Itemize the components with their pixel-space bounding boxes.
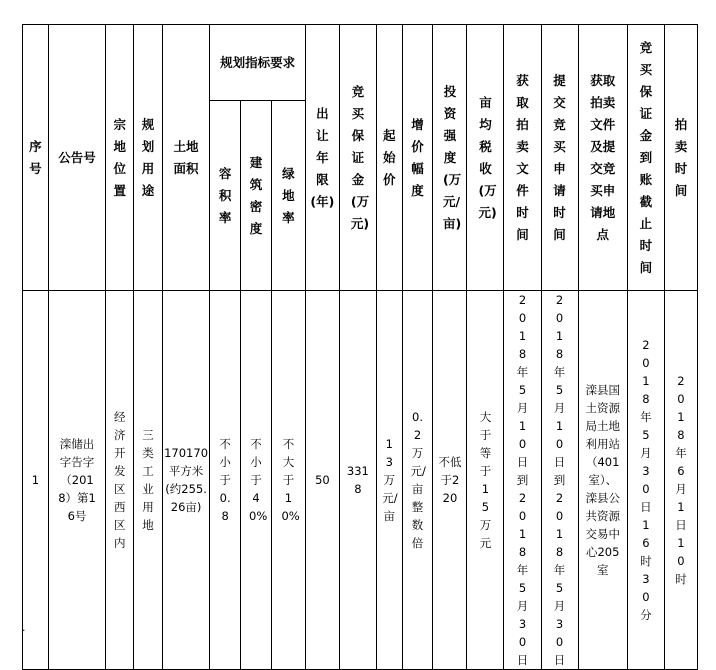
header-apply-time: 提交竞买申请时间 <box>541 25 578 291</box>
cell-building-density: 不小于40% <box>241 291 272 670</box>
cell-green-rate: 不大于10% <box>271 291 305 670</box>
header-plot-ratio: 容积率 <box>210 101 241 291</box>
header-building-density: 建筑密度 <box>241 101 272 291</box>
cell-get-time: 2018年5月10日到2018年5月30日 <box>504 291 541 670</box>
header-increment: 增价幅度 <box>402 25 433 291</box>
header-notice-no: 公告号 <box>48 25 106 291</box>
footnote-dot: . <box>22 621 26 634</box>
cell-deposit: 3318 <box>339 291 376 670</box>
cell-apply-time: 2018年5月10日到2018年5月30日 <box>541 291 578 670</box>
header-seq: 序号 <box>23 25 49 291</box>
cell-location: 经济开发区西区内 <box>106 291 134 670</box>
header-location: 宗地位置 <box>106 25 134 291</box>
cell-seq: 1 <box>23 291 49 670</box>
header-get-time: 获取拍卖文件时间 <box>504 25 541 291</box>
header-area: 土地面积 <box>162 25 209 291</box>
cell-area: 170170平方米(约255.26亩) <box>162 291 209 670</box>
cell-investment: 不低于220 <box>433 291 467 670</box>
cell-tax: 大于等于15万元 <box>467 291 504 670</box>
header-get-place: 获取拍卖文件及提交竞买申请地点 <box>578 25 627 291</box>
table-row <box>23 291 698 670</box>
cell-notice-no: 滦储出字告字（2018）第16号 <box>48 291 106 670</box>
cell-auction-time: 2018年6月1日10时 <box>664 291 697 670</box>
cell-increment: 0.2万元/亩整数倍 <box>402 291 433 670</box>
cell-deposit-deadline: 2018年5月30日16时30分 <box>627 291 664 670</box>
header-investment: 投资强度(万元/亩) <box>433 25 467 291</box>
header-deposit-deadline: 竞买保证金到账截止时间 <box>627 25 664 291</box>
header-term: 出让年限(年) <box>305 25 339 291</box>
cell-term: 50 <box>305 291 339 670</box>
header-tax: 亩均税收(万元) <box>467 25 504 291</box>
header-deposit: 竞买保证金(万元) <box>339 25 376 291</box>
cell-purpose: 三类工业用地 <box>134 291 163 670</box>
cell-get-place: 滦县国土资源局土地利用站（401室）、滦县公共资源交易中心205室 <box>578 291 627 670</box>
header-green-rate: 绿地率 <box>271 101 305 291</box>
cell-start-price: 13万元/亩 <box>376 291 402 670</box>
land-auction-table <box>22 24 698 670</box>
header-plan-indicators: 规划指标要求 <box>210 25 306 101</box>
cell-plot-ratio: 不小于0.8 <box>210 291 241 670</box>
header-purpose: 规划用途 <box>134 25 163 291</box>
header-auction-time: 拍卖时间 <box>664 25 697 291</box>
header-start-price: 起始价 <box>376 25 402 291</box>
